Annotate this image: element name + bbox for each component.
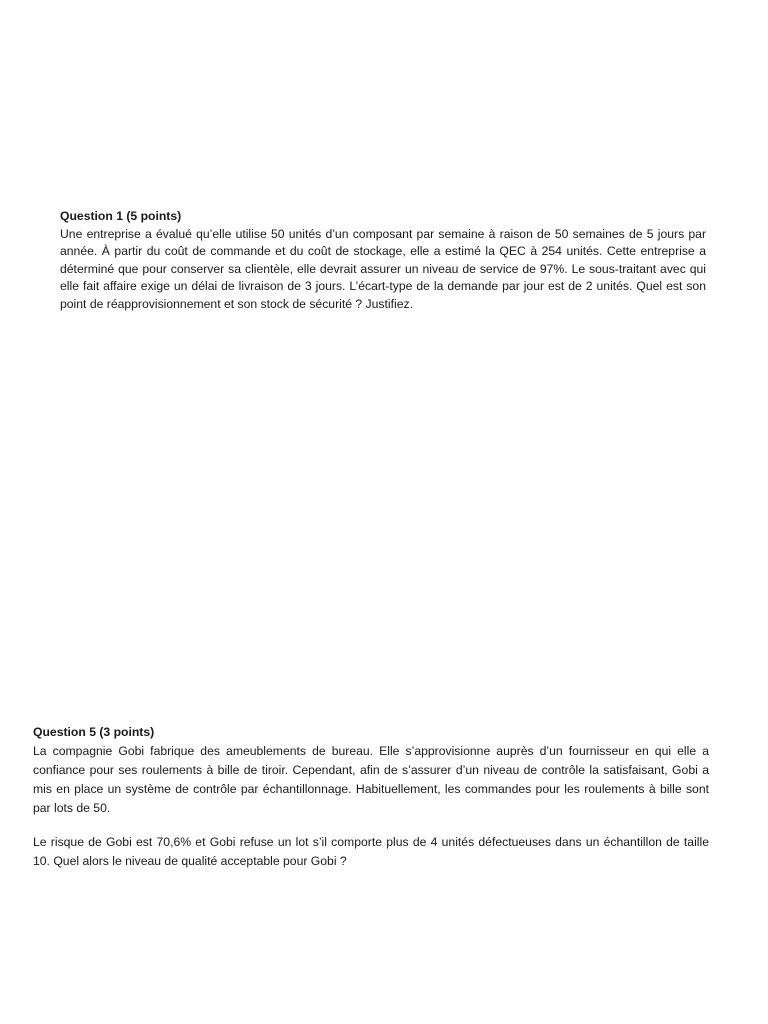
- question-5-text-2: Le risque de Gobi est 70,6% et Gobi refuse un lot s’il comporte plus de 4 unités défectueuses dans un échantillon de taille 10. Quel alors le niveau de qualité acceptable pour Gobi ?: [33, 835, 709, 868]
- question-1-block: [60, 208, 706, 313]
- question-1-title: Question 1 (5 points): [60, 209, 182, 223]
- question-5-text-1: La compagnie Gobi fabrique des ameublements de bureau. Elle s’approvisionne auprès d’un fournisseur en qui elle a confiance pour ses roulements à bille de tiroir. Cependant, afin de s’assurer d’un niveau de contrôle la satisfaisant, Gobi a mis en place un système de contrôle par échantillonnage. Habituellement, les commandes pour les roulements à bille sont par lots de 50.: [33, 744, 709, 815]
- question-5-block: [33, 723, 709, 871]
- question-5-title: Question 5 (3 points): [33, 725, 155, 739]
- question-1-text: Une entreprise a évalué qu’elle utilise 50 unités d’un composant par semaine à raison de 50 semaines de 5 jours par année. À partir du coût de commande et du coût de stockage, elle a estimé la QEC à 254 unités. Cette entreprise a déterminé que pour conserver sa clientèle, elle devrait assurer un niveau de service de 97%. Le sous-traitant avec qui elle fait affaire exige un délai de livraison de 3 jours. L’écart-type de la demande par jour est de 2 unités. Quel est son point de réapprovisionnement et son stock de sécurité ? Justifiez.: [60, 226, 706, 311]
